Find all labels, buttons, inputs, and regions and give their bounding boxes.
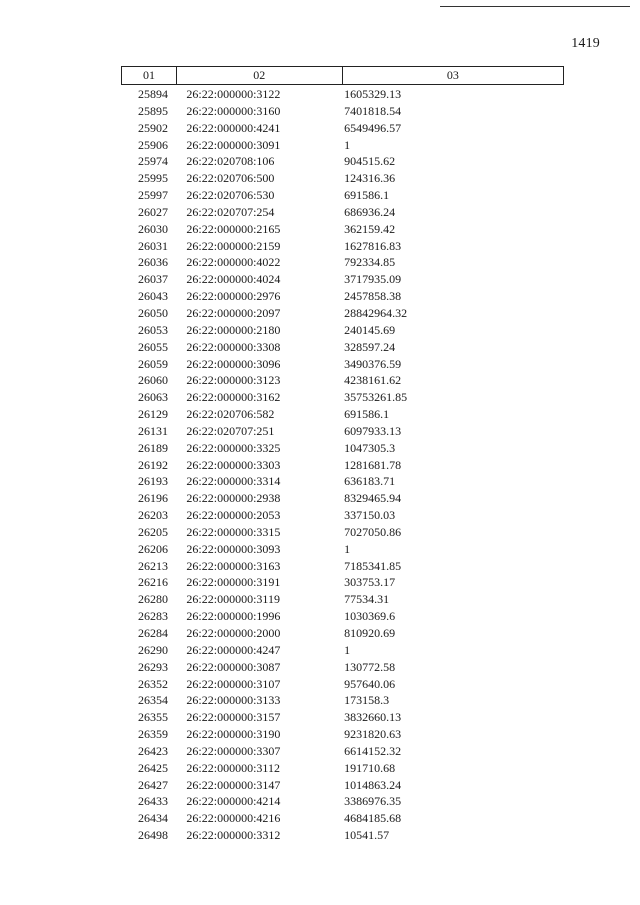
cell-cadastral-number: 26:22:000000:3112 [186, 760, 280, 775]
cell-value: 3832660.13 [344, 710, 402, 725]
cell-cadastral-number: 26:22:000000:3325 [186, 440, 281, 455]
cell-id: 26434 [137, 811, 168, 826]
cell-id: 26498 [137, 828, 168, 843]
cell-cadastral-number: 26:22:020706:500 [186, 171, 275, 186]
table-row [122, 743, 564, 760]
cell-value: 328597.24 [344, 339, 396, 354]
cell-id: 26206 [137, 541, 168, 556]
cell-id: 26192 [137, 457, 168, 472]
cell-value: 691586.1 [344, 407, 390, 422]
data-table [121, 66, 564, 844]
table-row [122, 85, 564, 103]
cell-id: 25995 [137, 171, 168, 186]
column-header-03: 03 [342, 67, 563, 85]
cell-cadastral-number: 26:22:000000:4022 [186, 255, 281, 270]
table-row [122, 103, 564, 120]
cell-id: 26063 [137, 390, 168, 405]
cell-id: 25997 [137, 188, 168, 203]
cell-value: 6549496.57 [344, 120, 402, 135]
cell-value: 124316.36 [344, 171, 396, 186]
cell-value: 362159.42 [344, 221, 396, 236]
cell-id: 26189 [137, 440, 168, 455]
table-row [122, 490, 564, 507]
table-row [122, 170, 564, 187]
table-row [122, 524, 564, 541]
cell-value: 7185341.85 [344, 558, 402, 573]
cell-id: 26053 [137, 322, 168, 337]
cell-value: 636183.71 [344, 474, 396, 489]
table-row [122, 726, 564, 743]
cell-cadastral-number: 26:22:000000:3190 [186, 727, 281, 742]
table-row [122, 153, 564, 170]
cell-id: 26037 [137, 272, 168, 287]
cell-value: 191710.68 [344, 760, 396, 775]
page-number: 1419 [571, 36, 600, 51]
table-body [122, 85, 564, 844]
cell-cadastral-number: 26:22:000000:2000 [186, 626, 281, 640]
cell-id: 26027 [137, 204, 168, 219]
cell-cadastral-number: 26:22:000000:2976 [186, 289, 281, 304]
cell-value: 3490376.59 [344, 356, 402, 371]
cell-cadastral-number: 26:22:020708:106 [186, 154, 275, 169]
cell-cadastral-number: 26:22:000000:3122 [186, 87, 281, 101]
cell-value: 8329465.94 [344, 491, 402, 506]
table-row [122, 288, 564, 305]
cell-cadastral-number: 26:22:020706:530 [186, 188, 275, 203]
cell-value: 1 [344, 541, 351, 556]
cell-value: 10541.57 [344, 828, 390, 843]
cell-id: 26205 [137, 524, 168, 539]
header-row [122, 67, 564, 85]
top-rule [440, 6, 630, 7]
table-row [122, 659, 564, 676]
cell-cadastral-number: 26:22:000000:3314 [186, 474, 281, 489]
cell-id: 26293 [137, 659, 168, 674]
cell-cadastral-number: 26:22:000000:3308 [186, 339, 281, 354]
table-row [122, 423, 564, 440]
table-row [122, 137, 564, 154]
cell-cadastral-number: 26:22:000000:3133 [186, 693, 281, 708]
cell-id: 26050 [137, 305, 168, 320]
cell-id: 26355 [137, 710, 168, 725]
table-row [122, 339, 564, 356]
table-row [122, 591, 564, 608]
cell-value: 6614152.32 [344, 743, 402, 758]
cell-id: 26425 [137, 760, 168, 775]
cell-cadastral-number: 26:22:000000:3119 [186, 592, 280, 607]
cell-value: 1 [344, 137, 351, 152]
cell-value: 9231820.63 [344, 727, 402, 742]
cell-value: 2457858.38 [344, 289, 402, 304]
table-row [122, 440, 564, 457]
column-header-01: 01 [122, 67, 177, 85]
table-row [122, 221, 564, 238]
cell-id: 25906 [137, 137, 168, 152]
cell-value: 303753.17 [344, 575, 396, 590]
cell-id: 25895 [137, 103, 168, 118]
cell-value: 1047305.3 [344, 440, 396, 455]
cell-id: 26216 [137, 575, 168, 590]
cell-cadastral-number: 26:22:000000:4247 [186, 642, 281, 657]
cell-value: 35753261.85 [344, 390, 408, 405]
cell-id: 26280 [137, 592, 168, 607]
cell-value: 3386976.35 [344, 794, 402, 809]
cell-id: 26354 [137, 693, 168, 708]
cell-cadastral-number: 26:22:000000:3147 [186, 777, 281, 792]
table-row [122, 777, 564, 794]
table-row [122, 625, 564, 642]
cell-value: 130772.58 [344, 659, 396, 674]
table-row [122, 271, 564, 288]
cell-id: 26203 [137, 508, 168, 523]
cell-value: 173158.3 [344, 693, 390, 708]
table-header [122, 67, 564, 85]
cell-cadastral-number: 26:22:000000:2180 [186, 322, 281, 337]
cell-cadastral-number: 26:22:000000:2165 [186, 221, 281, 236]
cell-id: 26060 [137, 373, 168, 388]
table-row [122, 356, 564, 373]
table-row [122, 305, 564, 322]
column-header-02: 02 [176, 67, 342, 85]
cell-value: 1014863.24 [344, 777, 402, 792]
cell-value: 240145.69 [344, 322, 396, 337]
cell-cadastral-number: 26:22:000000:3307 [186, 743, 281, 758]
table-row [122, 692, 564, 709]
cell-cadastral-number: 26:22:000000:3091 [186, 137, 281, 152]
cell-id: 26059 [137, 356, 168, 371]
cell-value: 810920.69 [344, 626, 396, 640]
cell-id: 26213 [137, 558, 168, 573]
cell-id: 26427 [137, 777, 168, 792]
cell-value: 7401818.54 [344, 103, 402, 118]
cell-value: 77534.31 [344, 592, 390, 607]
cell-cadastral-number: 26:22:000000:4024 [186, 272, 281, 287]
cell-cadastral-number: 26:22:000000:3162 [186, 390, 281, 405]
cell-value: 957640.06 [344, 676, 396, 691]
cell-id: 26193 [137, 474, 168, 489]
table-row [122, 676, 564, 693]
cell-id: 26129 [137, 407, 168, 422]
cell-cadastral-number: 26:22:000000:3312 [186, 828, 281, 843]
table-row [122, 473, 564, 490]
table-row [122, 608, 564, 625]
table-row [122, 389, 564, 406]
table-row [122, 322, 564, 339]
table-row [122, 810, 564, 827]
table-row [122, 709, 564, 726]
cell-value: 691586.1 [344, 188, 390, 203]
cell-value: 6097933.13 [344, 423, 402, 438]
cell-cadastral-number: 26:22:000000:3163 [186, 558, 281, 573]
table-row [122, 457, 564, 474]
cell-id: 26131 [137, 423, 168, 438]
cell-value: 1281681.78 [344, 457, 402, 472]
table-row [122, 541, 564, 558]
cell-id: 26031 [137, 238, 168, 253]
cell-id: 26433 [137, 794, 168, 809]
cell-cadastral-number: 26:22:000000:4214 [186, 794, 281, 809]
table-row [122, 204, 564, 221]
cell-id: 25894 [137, 87, 168, 101]
cell-cadastral-number: 26:22:020707:251 [186, 423, 275, 438]
cell-value: 4684185.68 [344, 811, 402, 826]
table-row [122, 406, 564, 423]
cell-value: 904515.62 [344, 154, 396, 169]
cell-cadastral-number: 26:22:000000:3160 [186, 103, 281, 118]
cell-cadastral-number: 26:22:000000:3096 [186, 356, 281, 371]
cell-value: 1 [344, 642, 351, 657]
table-row [122, 238, 564, 255]
table-row [122, 507, 564, 524]
cell-cadastral-number: 26:22:000000:2097 [186, 305, 281, 320]
cell-cadastral-number: 26:22:000000:1996 [186, 609, 281, 624]
table-row [122, 187, 564, 204]
cell-id: 26359 [137, 727, 168, 742]
table-row [122, 574, 564, 591]
cell-id: 26283 [137, 609, 168, 624]
table-row [122, 642, 564, 659]
cell-id: 26043 [137, 289, 168, 304]
table-row [122, 827, 564, 844]
cell-cadastral-number: 26:22:000000:3157 [186, 710, 281, 725]
cell-value: 792334.85 [344, 255, 396, 270]
cell-value: 4238161.62 [344, 373, 402, 388]
cell-id: 26036 [137, 255, 168, 270]
cell-cadastral-number: 26:22:000000:3303 [186, 457, 281, 472]
cell-id: 26030 [137, 221, 168, 236]
cell-id: 26284 [137, 626, 168, 640]
cell-cadastral-number: 26:22:000000:3191 [186, 575, 281, 590]
table-row [122, 793, 564, 810]
cell-value: 1030369.6 [344, 609, 396, 624]
cell-id: 25902 [137, 120, 168, 135]
cell-id: 26423 [137, 743, 168, 758]
cell-cadastral-number: 26:22:020706:582 [186, 407, 275, 422]
table-row [122, 558, 564, 575]
table-row [122, 760, 564, 777]
cell-cadastral-number: 26:22:000000:2053 [186, 508, 281, 523]
cell-id: 25974 [137, 154, 168, 169]
cell-cadastral-number: 26:22:000000:3093 [186, 541, 281, 556]
cell-cadastral-number: 26:22:020707:254 [186, 204, 275, 219]
table-row [122, 120, 564, 137]
cell-value: 28842964.32 [344, 305, 408, 320]
table-row [122, 254, 564, 271]
cell-cadastral-number: 26:22:000000:3107 [186, 676, 281, 691]
cell-cadastral-number: 26:22:000000:3315 [186, 524, 281, 539]
table-row [122, 372, 564, 389]
cell-value: 1627816.83 [344, 238, 402, 253]
cell-value: 7027050.86 [344, 524, 402, 539]
cell-id: 26352 [137, 676, 168, 691]
cell-cadastral-number: 26:22:000000:3123 [186, 373, 281, 388]
cell-cadastral-number: 26:22:000000:4216 [186, 811, 281, 826]
cell-cadastral-number: 26:22:000000:4241 [186, 120, 281, 135]
cell-cadastral-number: 26:22:000000:2159 [186, 238, 281, 253]
cell-value: 3717935.09 [344, 272, 402, 287]
cell-cadastral-number: 26:22:000000:3087 [186, 659, 281, 674]
cell-id: 26290 [137, 642, 168, 657]
cell-value: 686936.24 [344, 204, 396, 219]
cell-cadastral-number: 26:22:000000:2938 [186, 491, 281, 506]
cell-id: 26196 [137, 491, 168, 506]
cell-value: 337150.03 [344, 508, 396, 523]
cell-id: 26055 [137, 339, 168, 354]
cell-value: 1605329.13 [344, 87, 402, 101]
